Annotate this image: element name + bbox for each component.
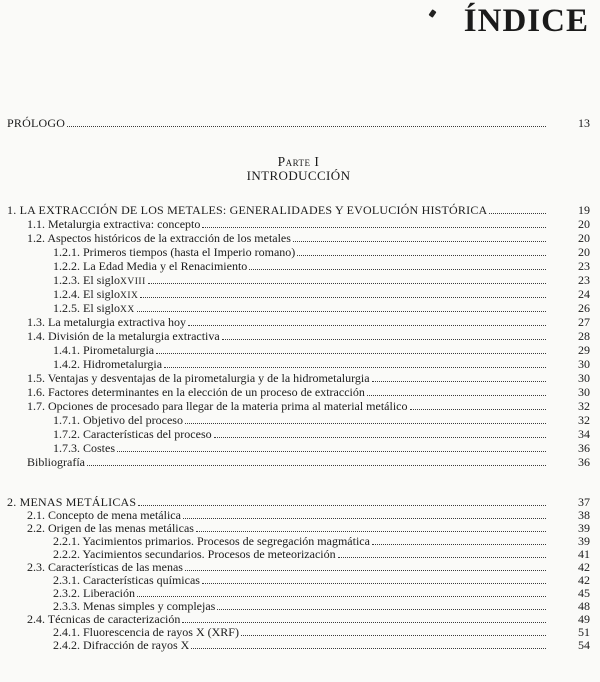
dot-leader	[338, 557, 546, 558]
dot-leader	[185, 423, 546, 424]
toc-entry-label: 1.2.2. La Edad Media y el Renacimiento	[53, 259, 248, 273]
toc-entry-label: 1.2.5. El siglo	[53, 301, 121, 315]
toc-entry-page: 30	[578, 385, 590, 399]
toc-entry-page: 36	[578, 441, 590, 455]
toc-entry-label: 1.4.1. Pirometalurgia	[53, 343, 155, 357]
dot-leader	[202, 227, 546, 228]
toc-entry-page: 42	[578, 560, 590, 574]
toc-row	[7, 455, 590, 469]
dot-leader	[138, 505, 546, 506]
dot-leader	[241, 635, 546, 636]
toc-entry-label-smallcaps: XX	[120, 305, 135, 315]
part-title: INTRODUCCIÓN	[246, 168, 351, 183]
toc-entry-page: 24	[578, 287, 590, 301]
toc-entry-label: 1.7.2. Características del proceso	[53, 427, 212, 441]
toc-entry-label: 1.2. Aspectos históricos de la extracción de los metales	[27, 231, 291, 245]
toc-entry-page: 30	[578, 357, 590, 371]
toc-row	[7, 203, 590, 217]
dot-leader	[164, 367, 546, 368]
toc-entry-label: 2. MENAS METÁLICAS	[7, 495, 137, 509]
toc-entry-label: Bibliografía	[27, 455, 85, 469]
toc-entry-label: 1.5. Ventajas y desventajas de la pirometalurgia y de la hidrometalurgia	[27, 371, 370, 385]
dot-leader	[67, 126, 546, 127]
dot-leader	[489, 213, 546, 214]
toc-entry-label: 1.7. Opciones de procesado para llegar de la materia prima al material metálico	[27, 399, 408, 413]
toc-entry-label: 1.2.4. El siglo	[53, 287, 121, 301]
toc-row	[7, 217, 590, 231]
toc-entry-label-smallcaps: XIX	[120, 291, 139, 301]
toc-row	[7, 413, 590, 427]
toc-entry-label: 2.1. Concepto de mena metálica	[27, 508, 181, 522]
dot-leader	[214, 437, 546, 438]
part-number: Parte I	[277, 154, 320, 169]
toc-row	[7, 399, 590, 413]
dot-leader	[183, 518, 546, 519]
toc-entry-page: 54	[578, 638, 590, 652]
toc-entry-page: 30	[578, 371, 590, 385]
toc-entry-label: 2.4.1. Fluorescencia de rayos X (XRF)	[53, 625, 239, 639]
toc-entry-label: 1.2.1. Primeros tiempos (hasta el Imperio romano)	[53, 245, 296, 259]
toc-entry-page: 29	[578, 343, 590, 357]
toc-page	[0, 4, 600, 652]
toc-entry-page: 27	[578, 315, 590, 329]
dot-leader	[140, 297, 546, 298]
toc-entry-page: 38	[578, 508, 590, 522]
toc-entry-label: 1.1. Metalurgia extractiva: concepto	[27, 217, 201, 231]
toc-entry-label: 2.3. Características de las menas	[27, 560, 183, 574]
dot-leader	[182, 622, 546, 623]
toc-row	[7, 343, 590, 357]
dot-leader	[372, 381, 546, 382]
dot-leader	[410, 409, 547, 410]
dot-leader	[217, 609, 546, 610]
toc-entry-label: PRÓLOGO	[7, 116, 66, 130]
toc-entry-label: 1.7.1. Objetivo del proceso	[53, 413, 183, 427]
toc-row	[7, 329, 590, 343]
toc-entry-page: 51	[578, 625, 590, 639]
toc-row	[7, 441, 590, 455]
toc-entry-label: 1. LA EXTRACCIÓN DE LOS METALES: GENERALIDADES Y EVOLUCIÓN HISTÓRICA	[7, 203, 488, 217]
dot-leader	[222, 339, 546, 340]
toc-entry-page: 42	[578, 573, 590, 587]
toc-entry-page: 23	[578, 273, 590, 287]
toc-row	[7, 287, 590, 301]
toc-entry-page: 49	[578, 612, 590, 626]
toc-row	[7, 357, 590, 371]
toc-entry-page: 37	[578, 495, 590, 509]
toc-row	[7, 385, 590, 399]
toc-entry-page: 20	[578, 217, 590, 231]
chapter-1-toc-list	[7, 203, 590, 469]
toc-entry-page: 13	[578, 116, 590, 130]
toc-entry-label: 2.2.2. Yacimientos secundarios. Procesos de meteorización	[53, 547, 336, 561]
toc-entry-label: 2.4.2. Difracción de rayos X	[53, 638, 190, 652]
front-matter-list	[7, 116, 590, 130]
dot-leader	[196, 531, 546, 532]
toc-entry-label: 2.3.1. Características químicas	[53, 573, 200, 587]
toc-entry-label: 1.4.2. Hidrometalurgia	[53, 357, 163, 371]
toc-entry-label: 2.2. Origen de las menas metálicas	[27, 521, 194, 535]
dot-leader	[87, 465, 546, 466]
page-title: ÍNDICE	[463, 3, 589, 39]
toc-entry-page: 28	[578, 329, 590, 343]
toc-row	[7, 371, 590, 385]
dot-leader	[191, 648, 546, 649]
toc-entry-label: 1.6. Factores determinantes en la elección de un proceso de extracción	[27, 385, 365, 399]
toc-row	[7, 116, 590, 130]
dot-leader	[249, 269, 546, 270]
toc-entry-label: 2.4. Técnicas de caracterización	[27, 612, 181, 626]
toc-entry-page: 39	[578, 534, 590, 548]
toc-entry-page: 39	[578, 521, 590, 535]
toc-entry-page: 34	[578, 427, 590, 441]
toc-row	[7, 273, 590, 287]
chapter-2-toc-list	[7, 496, 590, 652]
toc-entry-page: 26	[578, 301, 590, 315]
dot-leader	[372, 544, 546, 545]
toc-row	[7, 315, 590, 329]
toc-entry-page: 32	[578, 413, 590, 427]
toc-entry-page: 20	[578, 245, 590, 259]
dot-leader	[137, 596, 546, 597]
toc-entry-label: 2.2.1. Yacimientos primarios. Procesos de segregación magmática	[53, 534, 370, 548]
toc-entry-label: 1.4. División de la metalurgia extractiva	[27, 329, 220, 343]
dot-leader	[117, 451, 546, 452]
toc-row	[7, 231, 590, 245]
dot-leader	[137, 311, 546, 312]
dot-leader	[367, 395, 546, 396]
dot-leader	[188, 325, 546, 326]
toc-entry-page: 19	[578, 203, 590, 217]
toc-entry-label: 1.2.3. El siglo	[53, 273, 121, 287]
dot-leader	[156, 353, 546, 354]
dot-leader	[297, 255, 546, 256]
toc-row	[7, 301, 590, 315]
toc-row	[7, 639, 590, 652]
toc-entry-label: 1.3. La metalurgia extractiva hoy	[27, 315, 187, 329]
toc-row	[7, 259, 590, 273]
dot-leader	[202, 583, 546, 584]
dot-leader	[148, 283, 546, 284]
toc-entry-label-smallcaps: XVIII	[120, 277, 146, 287]
toc-entry-page: 32	[578, 399, 590, 413]
toc-entry-page: 23	[578, 259, 590, 273]
toc-entry-page: 41	[578, 547, 590, 561]
toc-entry-page: 36	[578, 455, 590, 469]
toc-entry-page: 48	[578, 599, 590, 613]
toc-entry-page: 45	[578, 586, 590, 600]
toc-entry-page: 20	[578, 231, 590, 245]
dot-leader	[293, 241, 546, 242]
part-heading	[7, 155, 590, 183]
toc-row	[7, 245, 590, 259]
toc-entry-label: 2.3.3. Menas simples y complejas	[53, 599, 216, 613]
dot-leader	[185, 570, 546, 571]
toc-row	[7, 427, 590, 441]
toc-entry-label: 1.7.3. Costes	[53, 441, 116, 455]
toc-entry-label: 2.3.2. Liberación	[53, 586, 135, 600]
